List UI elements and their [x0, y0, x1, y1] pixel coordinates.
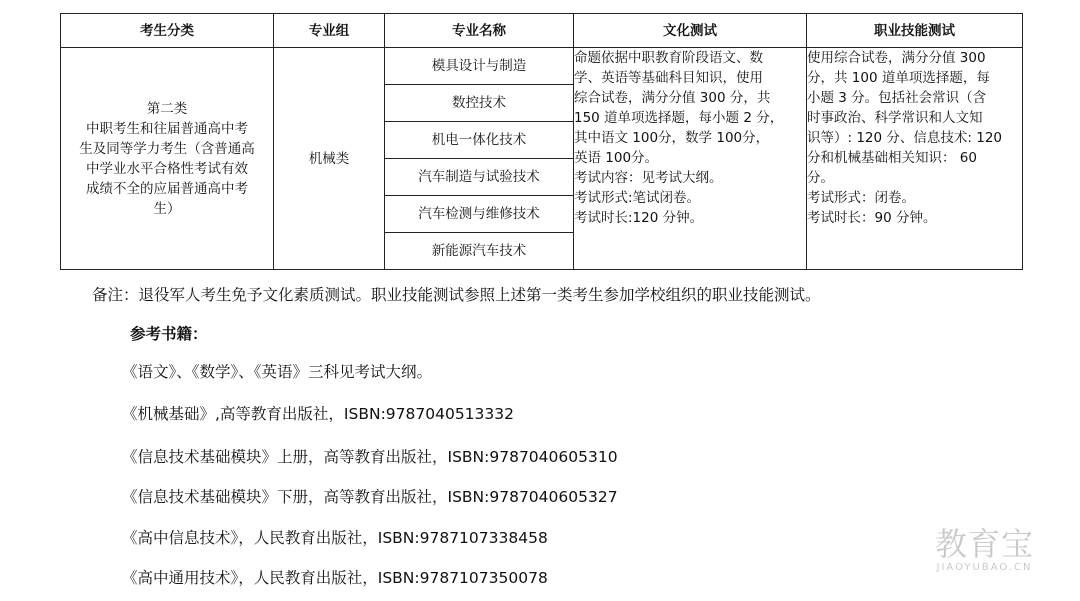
- reference-book: 《信息技术基础模块》上册，高等教育出版社，ISBN:9787040605310: [122, 448, 618, 466]
- group-cell: 机械类: [274, 48, 385, 270]
- header-major: 专业名称: [385, 14, 574, 48]
- header-category: 考生分类: [61, 14, 274, 48]
- references-heading: 参考书籍：: [130, 325, 208, 343]
- reference-book: 《高中信息技术》，人民教育出版社，ISBN:9787107338458: [122, 529, 548, 547]
- major-cell: 新能源汽车技术: [385, 233, 574, 270]
- watermark-cn-text: 教育宝: [935, 525, 1035, 563]
- skill-test-cell: 使用综合试卷，满分分值 300 分，共 100 道单项选择题，每 小题 3 分。包括社会常识（含 时事政治、科学常识和人文知 识等）: 120 分、信息技术: 120 分和机械基础相关知识： 60 分。 考试形式：闭卷。 考试时长：90 分钟。: [807, 48, 1023, 270]
- header-culture-test: 文化测试: [574, 14, 807, 48]
- reference-book: 《信息技术基础模块》下册，高等教育出版社，ISBN:9787040605327: [122, 488, 618, 506]
- reference-book: 《高中通用技术》，人民教育出版社，ISBN:9787107350078: [122, 569, 548, 587]
- culture-test-cell: 命题依据中职教育阶段语文、数 学、英语等基础科目知识，使用 综合试卷，满分分值 300 分，共 150 道单项选择题，每小题 2 分， 其中语文 100分，数学 100分， 英语 100分。 考试内容：见考试大纲。 考试形式:笔试闭卷。 考试时长:120 分钟。: [574, 48, 807, 270]
- header-skill-test: 职业技能测试: [807, 14, 1023, 48]
- table-header-row: [61, 14, 1023, 48]
- reference-book: 《机械基础》,高等教育出版社，ISBN:9787040513332: [122, 405, 514, 423]
- major-cell: 汽车制造与试验技术: [385, 159, 574, 196]
- remark-note: 备注：退役军人考生免予文化素质测试。职业技能测试参照上述第一类考生参加学校组织的职业技能测试。: [92, 286, 821, 304]
- reference-book: 《语文》、《数学》、《英语》三科见考试大纲。: [122, 363, 433, 381]
- major-cell: 数控技术: [385, 85, 574, 122]
- category-cell: 第二类 中职考生和往届普通高中考 生及同等学力考生（含普通高 中学业水平合格性考试有效 成绩不全的应届普通高中考 生）: [61, 48, 274, 270]
- jiaoyubao-watermark: [935, 526, 1034, 574]
- major-cell: 模具设计与制造: [385, 48, 574, 85]
- major-cell: 汽车检测与维修技术: [385, 196, 574, 233]
- watermark-en-text: JIAOYUBAO.CN: [936, 562, 1033, 573]
- header-group: 专业组: [274, 14, 385, 48]
- major-cell: 机电一体化技术: [385, 122, 574, 159]
- table-row: [61, 48, 1023, 85]
- exam-table: [60, 13, 1023, 270]
